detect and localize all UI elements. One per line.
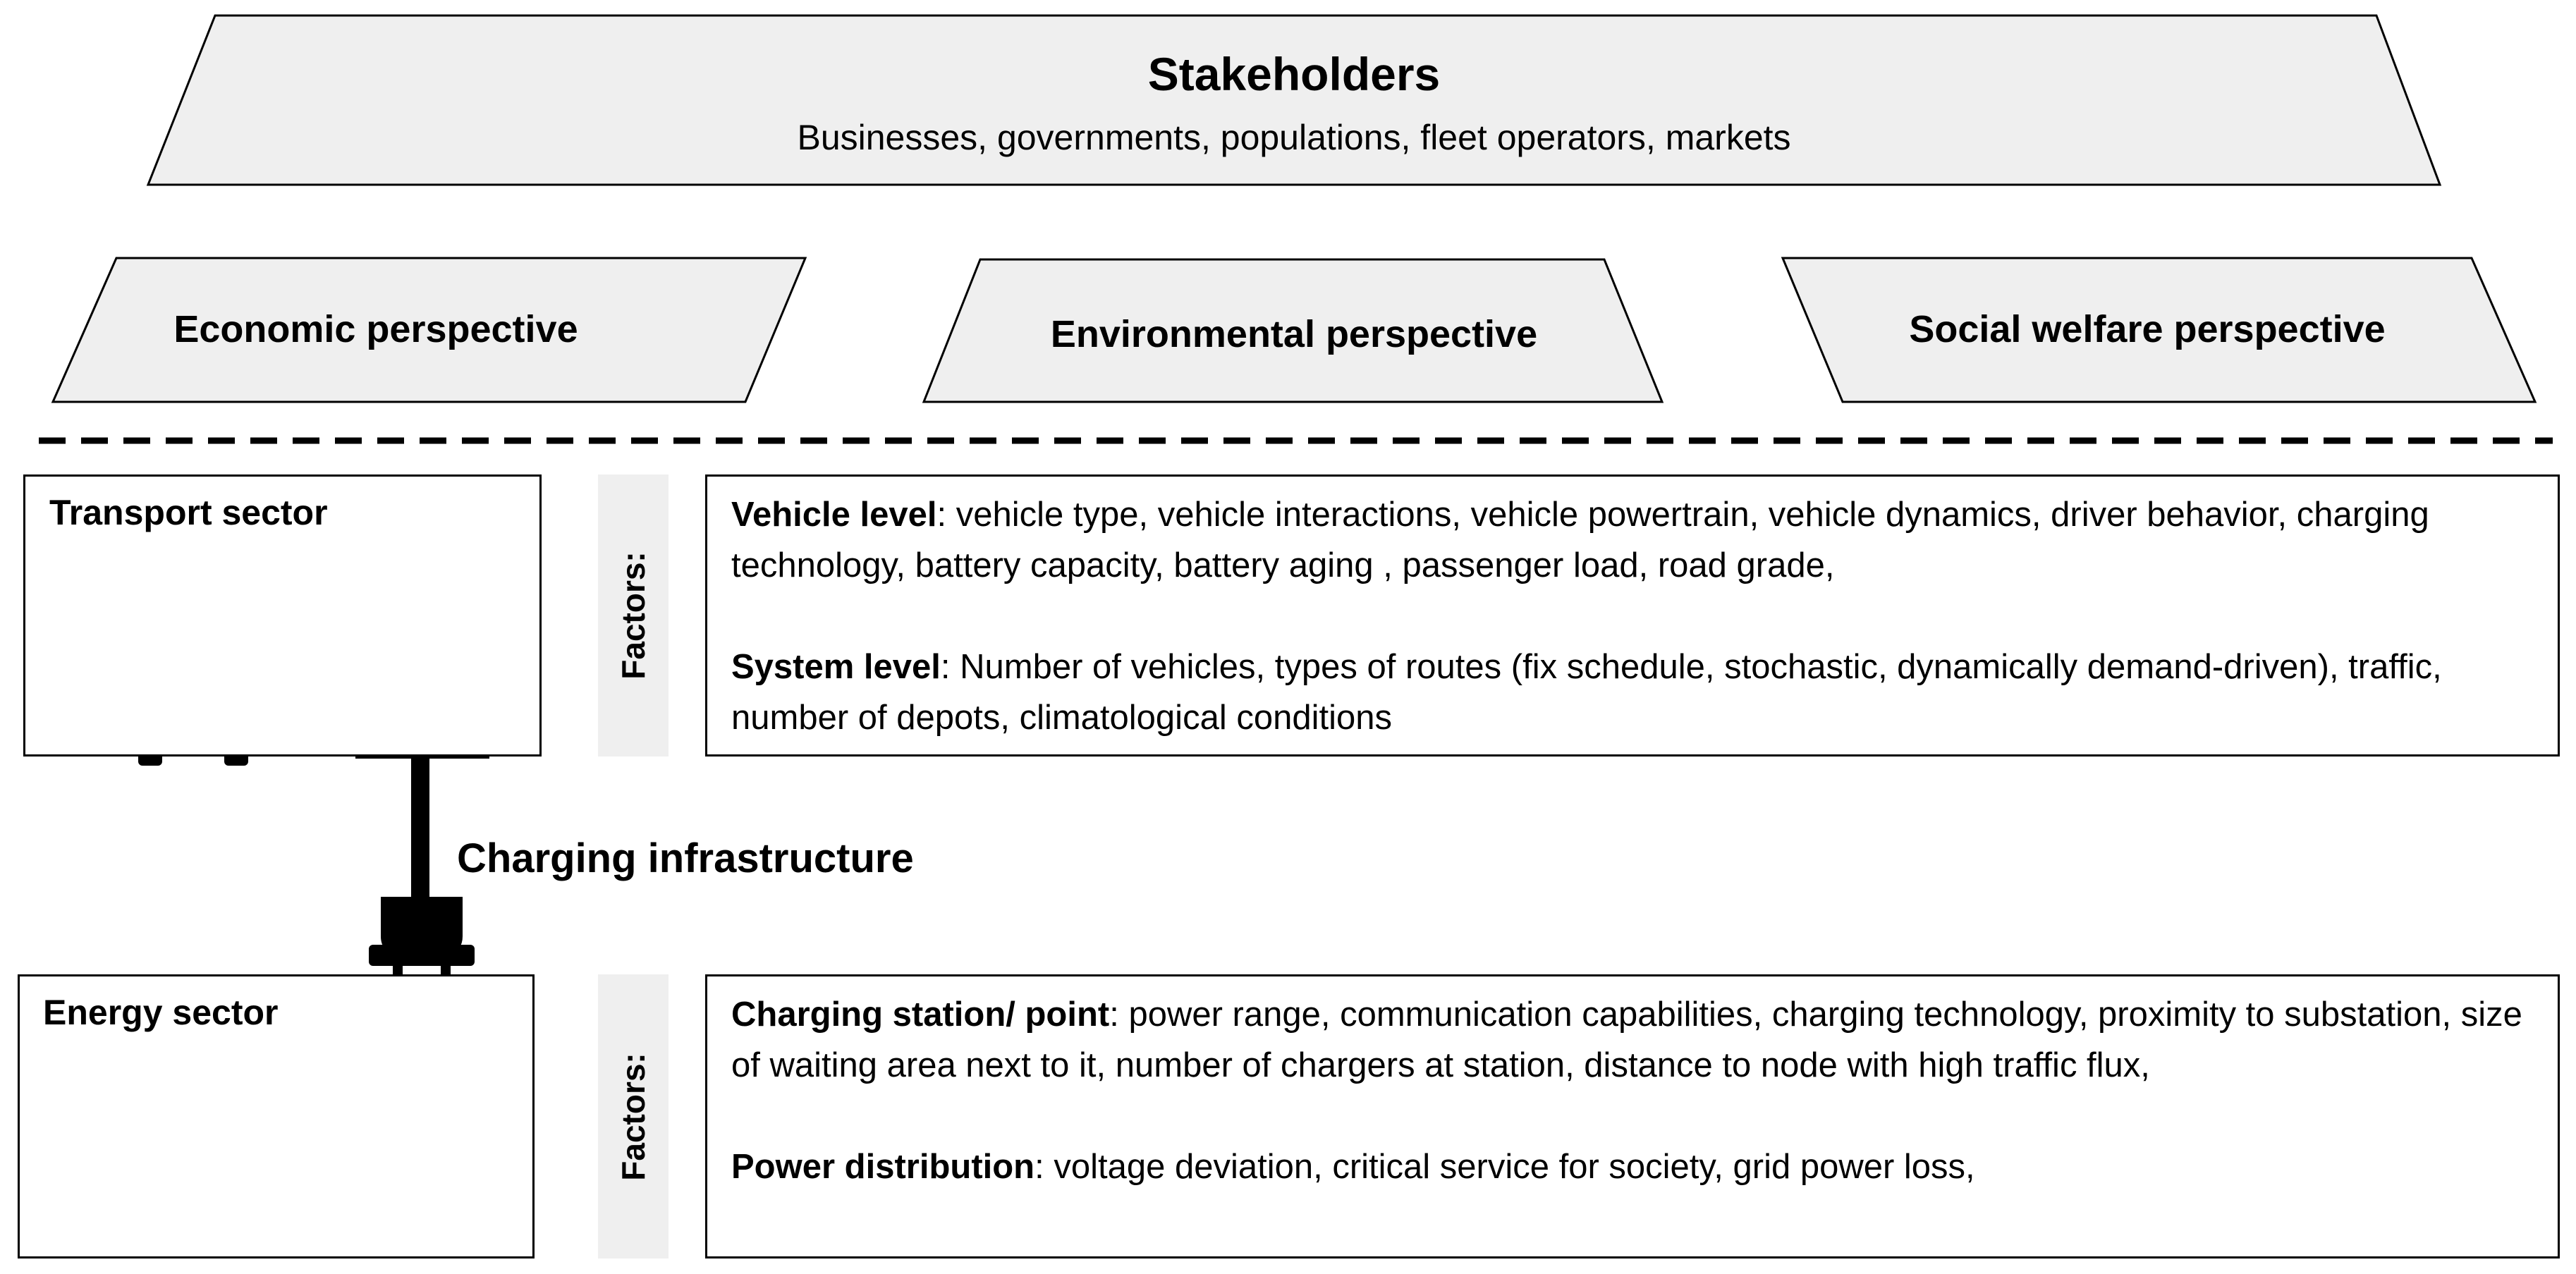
economic-perspective-label: Economic perspective (173, 308, 578, 350)
economic-perspective-shape (53, 258, 805, 402)
transport-sector-title: Transport sector (49, 493, 328, 532)
environmental-perspective-shape (924, 259, 1662, 402)
power-distribution-item (731, 1141, 2544, 1192)
charging-station-label: Charging station/ point (731, 996, 1110, 1034)
social-welfare-perspective-shape (1783, 258, 2535, 402)
energy-factors-label: Factors: (615, 1052, 652, 1181)
transport-factors-tab (598, 474, 669, 757)
energy-sector-box (18, 974, 535, 1258)
environmental-perspective-label: Environmental perspective (1050, 313, 1538, 355)
stakeholders-shape (148, 16, 2440, 185)
system-level-text: : Number of vehicles, types of routes (fix schedule, stochastic, dynamically demand-driven), traffic, number of depots, climatological conditions (731, 648, 2442, 737)
stakeholders-subtitle: Businesses, governments, populations, fleet operators, markets (797, 118, 1791, 157)
vehicle-level-label: Vehicle level (731, 496, 937, 534)
vehicle-level-item (731, 489, 2544, 591)
energy-factors-box (705, 974, 2560, 1258)
energy-factors-tab (598, 974, 669, 1258)
transport-factors-text (731, 489, 2544, 743)
stakeholders-title: Stakeholders (1147, 48, 1441, 100)
charging-station-item (731, 989, 2544, 1091)
transport-factors-box (705, 474, 2560, 757)
transport-factors-label: Factors: (615, 551, 652, 680)
energy-sector-title: Energy sector (43, 993, 279, 1032)
social-welfare-perspective-label: Social welfare perspective (1909, 308, 2386, 350)
system-level-label: System level (731, 648, 941, 686)
system-level-item (731, 642, 2544, 743)
charging-station-text: : power range, communication capabilities, charging technology, proximity to substation, size of waiting area next to it, number of chargers at station, distance to node with high traffic flux, (731, 996, 2522, 1084)
vehicle-level-text: : vehicle type, vehicle interactions, vehicle powertrain, vehicle dynamics, driver behavior, charging technology, battery capacity, battery aging , passenger load, road grade, (731, 496, 2429, 584)
energy-factors-text (731, 989, 2544, 1192)
transport-sector-box (23, 474, 542, 757)
power-distribution-text: : voltage deviation, critical service for society, grid power loss, (1034, 1148, 1975, 1186)
charging-infrastructure-label: Charging infrastructure (457, 835, 914, 881)
power-distribution-label: Power distribution (731, 1148, 1035, 1186)
